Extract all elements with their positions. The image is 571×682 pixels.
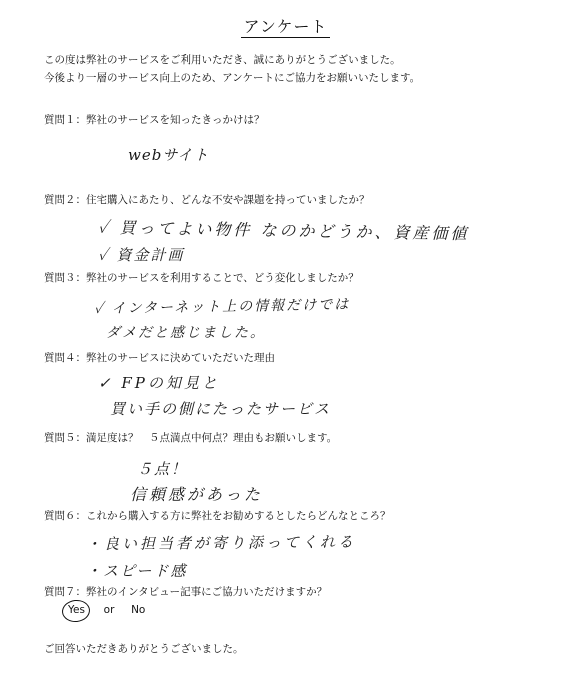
or-label: or (103, 604, 115, 616)
answer-4-line-1: ✓ FPの知見と (98, 374, 220, 392)
answer-2-line-2: ✓ 資金計画 (98, 246, 185, 264)
answer-4-line-2: 買い手の側にたったサービス (110, 400, 332, 418)
question-2: 質問２：住宅購入にあたり、どんな不安や課題を持っていましたか？ (44, 194, 370, 206)
answer-6-line-2: ・スピード感 (86, 562, 188, 580)
intro-line-1: この度は弊社のサービスをご利用いただき、誠にありがとうございました。 (44, 54, 401, 66)
closing-message: ご回答いただきありがとうございました。 (44, 643, 244, 655)
no-option[interactable]: No (131, 604, 146, 616)
question-5: 質問５：満足度は？ ５点満点中何点？理由もお願いします。 (44, 432, 338, 444)
answer-3-line-2: ダメだと感じました。 (106, 325, 266, 341)
yes-label: Yes (68, 604, 85, 616)
question-3: 質問３：弊社のサービスを利用することで、どう変化しましたか？ (44, 272, 359, 284)
question-7: 質問７：弊社のインタビュー記事にご協力いただけますか？ (44, 586, 328, 598)
answer-3-line-1: ✓ インターネット上の情報だけでは (93, 296, 351, 318)
question-1: 質問１：弊社のサービスを知ったきっかけは？ (44, 114, 265, 126)
intro-line-2: 今後より一層のサービス向上のため、アンケートにご協力をお願いいたします。 (44, 72, 421, 84)
answer-5-line-2: 信頼感があった (130, 485, 263, 504)
question-6: 質問６：これから購入する方に弊社をお勧めするとしたらどんなところ？ (44, 510, 391, 522)
selected-circle-mark (61, 599, 91, 624)
answer-6-line-1: ・良い担当者が寄り添ってくれる (85, 532, 357, 554)
q7-options (66, 604, 145, 616)
question-4: 質問４：弊社のサービスに決めていただいた理由 (44, 352, 275, 364)
page-title: アンケート (243, 17, 328, 36)
answer-1-line-1: webサイト (128, 146, 210, 164)
yes-option[interactable] (66, 604, 87, 616)
answer-5-line-1: ５点！ (137, 460, 189, 478)
answer-2-line-1: ✓ 買ってよい物件 なのかどうか、資産価値 (97, 217, 470, 244)
